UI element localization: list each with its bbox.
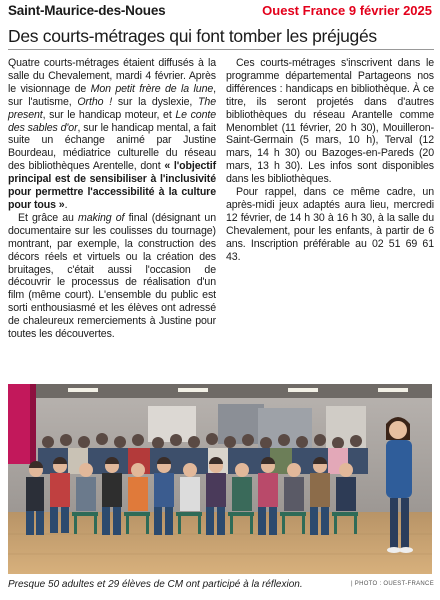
- paragraph-3: Ces courts-métrages s'inscrivent dans le programme départemental Partageons nos différences : handicaps en bibliothèque. À ce titre, ils seront projetés dans d'autres bibliothèques du réseau Arantelle comme Menomblet (11 février, 20 h 30), Mouilleron-Saint-Germain (5 mars, 10 h), Terval (12 mars, 14 h 30) ou Bazoges-en-Pareds (20 mars, 13 h 30). Les infos sont disponibles dans les bibliothèques.: [226, 57, 434, 186]
- column-left: [8, 57, 216, 341]
- photo-caption: Presque 50 adultes et 29 élèves de CM ont participé à la réflexion.: [8, 579, 303, 590]
- source-date: Ouest France 9 février 2025: [262, 3, 432, 18]
- pull-quote: « l'objectif principal est de sensibiliser à l'inclusivité pour permettre l'accessibilité à la culture pour tous »: [8, 160, 217, 211]
- article-photo: [8, 384, 432, 574]
- caption-row: [8, 578, 434, 596]
- audience-photo-illustration: [8, 384, 432, 574]
- article-header: [8, 3, 432, 21]
- town-name: Saint-Maurice-des-Noues: [8, 3, 166, 18]
- making-of-term: making of: [78, 211, 125, 224]
- article-body: [8, 57, 434, 372]
- paragraph-4: Pour rappel, dans ce même cadre, un après-midi jeux adaptés aura lieu, mercredi 12 février, de 14 h 30 à 16 h 30, à la salle du Chevalement, pour les enfants, à partir de 6 ans. Inscription préférable au 02 51 69 61 43.: [226, 186, 434, 263]
- paragraph-2: Et grâce au making of final (désignant un documentaire sur les coulisses du tournage) montrant, par exemple, la construction des décors réels et virtuels ou la création des bruitages, c'était aussi l'occasion de découvrir le processus de réalisation d'un film (même court). L'ensemble du public est sorti enthousiasmé et les élèves ont adressé de chaleureux remerciements à Justine pour toutes les découvertes.: [8, 211, 216, 341]
- film-title: Le conte des sables d'or: [8, 108, 216, 134]
- film-title: The present: [8, 95, 216, 121]
- film-title: Ortho !: [77, 95, 113, 108]
- film-title: Mon petit frère de la lune: [90, 82, 214, 95]
- headline: Des courts-métrages qui font tomber les préjugés: [8, 26, 377, 46]
- photo-credit: | PHOTO : OUEST-FRANCE: [350, 581, 434, 587]
- paragraph-1: Quatre courts-métrages étaient diffusés à la salle du Chevalement, mardi 4 février. Après le visionnage de Mon petit frère de la lune, sur l'autisme, Ortho ! sur la dyslexie, The present, sur le handicap moteur, et Le conte des sables d'or, sur le handicap mental, a fait suite un échange animé par Justine Bourdeau, médiatrice culturelle du réseau des bibliothèques Arentelle, dont « l'objectif principal est de sensibiliser à l'inclusivité pour permettre l'accessibilité à la culture pour tous ».: [8, 57, 217, 211]
- column-right: [226, 57, 434, 264]
- red-curtain: [8, 384, 30, 464]
- headline-rule: [8, 49, 434, 50]
